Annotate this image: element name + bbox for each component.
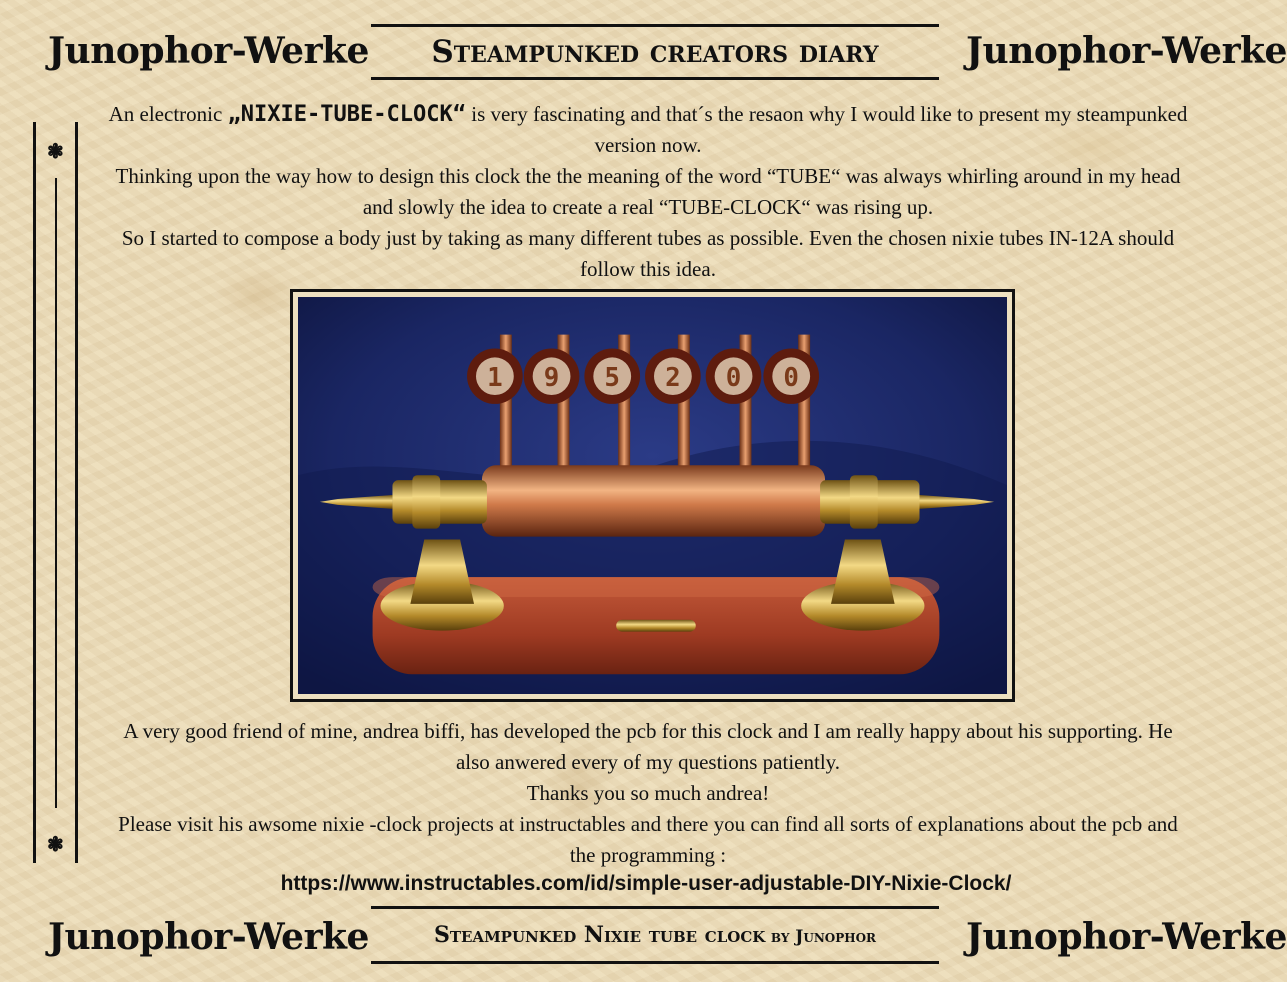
outro-paragraph-2: Thanks you so much andrea! xyxy=(526,781,770,805)
intro-paragraph-1 xyxy=(108,99,1188,161)
clock-photo xyxy=(290,289,1015,702)
footer-title-by: by Junophor xyxy=(770,927,877,947)
footer-brand-logo-left: Junophor-Werke xyxy=(48,916,369,958)
nixie-digit: 0 xyxy=(783,363,800,394)
footer-brand-logo-right: Junophor-Werke xyxy=(966,916,1287,958)
nixie-digit: 1 xyxy=(487,363,503,394)
outro-paragraph-3: Please visit his awsome nixie -clock projects at instructables and there you can find all sorts of explanations about the pcb and the programming : xyxy=(118,812,1178,867)
clock-photo-image xyxy=(298,297,1007,694)
brand-logo-left: Junophor-Werke xyxy=(48,30,369,72)
sidebar-ornament-top: ❃ xyxy=(47,139,64,163)
sidebar-rule-inner xyxy=(55,178,57,808)
intro-text-1a: An electronic xyxy=(108,102,228,126)
outro-paragraph-1: A very good friend of mine, andrea biffi, has developed the pcb for this clock and I am really happy about his supporting. He also anwered every of my questions patiently. xyxy=(123,719,1173,774)
nixie-digit: 5 xyxy=(604,363,621,394)
nixie-digit: 2 xyxy=(665,363,681,394)
intro-text-1b: is very fascinating and that´s the resaon why I would like to present my steampunked version now. xyxy=(465,102,1188,157)
intro-text xyxy=(108,99,1188,285)
nixie-tube-clock-highlight: „NIXIE-TUBE-CLOCK“ xyxy=(227,102,466,127)
nixie-digit: 9 xyxy=(543,363,560,394)
nixie-digit: 0 xyxy=(725,363,742,394)
outro-text xyxy=(108,716,1188,871)
footer-title xyxy=(371,906,939,964)
intro-paragraph-3: So I started to compose a body just by taking as many different tubes as possible. Even the chosen nixie tubes IN-12A should follow this idea. xyxy=(121,226,1175,281)
footer-title-main: Steampunked Nixie tube clock xyxy=(433,922,766,948)
sidebar-rule-right xyxy=(75,122,78,863)
sidebar-rule-left xyxy=(33,122,36,863)
brand-logo-right: Junophor-Werke xyxy=(966,30,1287,72)
instructables-link[interactable]: https://www.instructables.com/id/simple-user-adjustable-DIY-Nixie-Clock/ xyxy=(280,872,1012,895)
page-title-text: Steampunked creators diary xyxy=(431,34,879,70)
sidebar-ornament-bottom: ❃ xyxy=(47,832,64,856)
intro-paragraph-2: Thinking upon the way how to design this clock the the meaning of the word “TUBE“ was always whirling around in my head and slowly the idea to create a real “TUBE-CLOCK“ was rising up. xyxy=(115,164,1181,219)
page-title xyxy=(371,24,939,80)
